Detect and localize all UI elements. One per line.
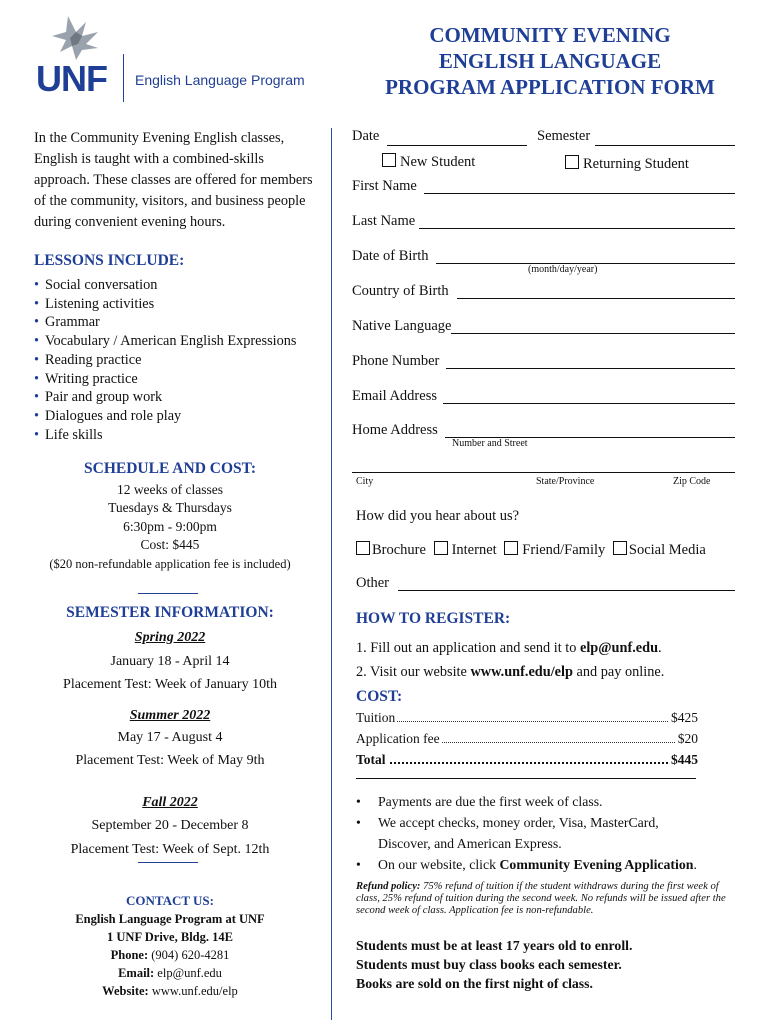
summer-test: Placement Test: Week of May 9th [75,753,265,768]
email-label: Email: [118,966,155,980]
city-label: City [356,476,374,487]
community-evening-application-link[interactable]: Community Evening Application [499,857,694,872]
schedule-heading: SCHEDULE AND COST: [84,460,256,477]
list-item: • Social conversation [34,276,297,295]
contact-phone [30,946,310,964]
list-item: • Vocabulary / American English Expressions [34,332,297,351]
intro-paragraph: In the Community Evening English classes, English is taught with a combined-skills approach. These classes are offered for members of the community, visitors, and business people during convenient evening hours. [34,130,313,230]
address-hint: Number and Street [452,438,528,449]
column-divider [331,128,332,1020]
spring-test: Placement Test: Week of January 10th [63,677,277,692]
register-heading: HOW TO REGISTER: [356,610,511,627]
friend-family-option[interactable] [504,542,605,558]
social-media-option[interactable] [613,542,706,558]
payment-note-2b: Discover, and American Express. [378,836,562,851]
logo-acronym: UNF [36,58,107,99]
returning-student-label: Returning Student [583,156,689,172]
dob-label: Date of Birth [352,248,429,264]
internet-checkbox[interactable] [434,541,448,555]
fall-name: Fall 2022 [142,795,198,810]
schedule-cost: Cost: $445 [140,537,200,552]
phone-number-label: Phone Number [352,353,440,369]
contact-heading: CONTACT US: [125,893,214,908]
divider [138,593,198,594]
divider [138,862,198,863]
payment-notes [356,791,736,875]
spring-name: Spring 2022 [134,630,206,645]
returning-student-option[interactable] [565,155,689,173]
contact-website [30,982,310,1000]
city-state-zip-field[interactable] [352,472,735,473]
note-books: Students must buy class books each semester. [356,957,622,972]
fee-value: $20 [677,731,698,746]
schedule-days: Tuesdays & Thursdays [108,500,232,515]
social-media-checkbox[interactable] [613,541,627,555]
phone-value: (904) 620-4281 [151,948,230,962]
register-step-1 [356,640,662,657]
schedule-weeks: 12 weeks of classes [116,481,224,497]
other-label: Other [356,575,390,591]
hear-about-question: How did you hear about us? [356,508,520,524]
website-label: Website: [102,984,149,998]
country-label: Country of Birth [352,283,449,299]
tuition-label: Tuition [356,710,396,725]
internet-label: Internet [451,542,497,558]
enrollment-notes [356,936,746,993]
other-field[interactable] [398,590,735,591]
title-line-1: COMMUNITY EVENING [429,23,671,47]
fall-dates: September 20 - December 8 [91,818,249,833]
website-link[interactable]: www.unf.edu/elp [151,984,238,998]
dob-hint: (month/day/year) [528,264,598,275]
title-line-3: PROGRAM APPLICATION FORM [385,75,715,99]
language-label: Native Language [352,318,452,334]
contact-email [30,964,310,982]
friend-family-label: Friend/Family [522,542,606,558]
cost-total-row [356,752,698,768]
brochure-checkbox[interactable] [356,541,370,555]
logo-program-name: English Language Program [135,72,305,88]
last-name-field[interactable] [419,228,735,229]
friend-family-checkbox[interactable] [504,541,518,555]
schedule-time: 6:30pm - 9:00pm [123,518,217,534]
cost-tuition-row [356,710,698,726]
step2-end: and pay online. [572,664,665,680]
brochure-label: Brochure [372,542,426,558]
step1-email-link[interactable]: elp@unf.edu [579,640,659,656]
total-label: Total [356,752,386,767]
list-item: • Grammar [34,313,297,332]
first-name-field[interactable] [424,193,735,194]
title-line-2: ENGLISH LANGUAGE [438,49,662,73]
payment-note-3-end: . [693,857,697,872]
list-item: • Life skills [34,426,297,445]
semester-label: Semester [537,128,591,144]
schedule-note: ($20 non-refundable application fee is included) [49,556,291,571]
semester-field[interactable] [595,145,735,146]
note-books-sold: Books are sold on the first night of class. [356,976,593,991]
step2-text: 2. Visit our website [356,664,471,680]
form-title [350,22,750,100]
date-field[interactable] [387,145,527,146]
payment-note-3: On our website, click [378,857,500,872]
brochure-option[interactable] [356,542,426,558]
phone-label: Phone: [110,948,149,962]
total-value: $445 [671,752,698,767]
logo-divider [123,54,124,102]
divider [356,778,696,779]
lessons-list [34,276,297,444]
contact-section [30,892,310,1000]
refund-label: Refund policy: [356,881,421,892]
tuition-value: $425 [671,710,698,725]
first-name-label: First Name [352,178,417,194]
summer-dates: May 17 - August 4 [117,730,223,745]
phone-number-field[interactable] [446,368,735,369]
source-options [356,541,706,559]
internet-option[interactable] [434,542,497,558]
payment-note-2a: We accept checks, money order, Visa, MasterCard, [378,815,659,830]
list-item: • Payments are due the first week of class. [356,794,603,809]
contact-org: English Language Program at UNF [75,912,265,926]
note-age: Students must be at least 17 years old to enroll. [356,938,633,953]
new-student-option[interactable] [382,153,475,171]
language-field[interactable] [451,333,735,334]
list-item: • We accept checks, money order, Visa, MasterCard, [356,815,659,830]
list-item: • On our website, click Community Evening Application. [356,857,697,872]
contact-address: 1 UNF Drive, Bldg. 14E [107,930,233,944]
new-student-label: New Student [400,154,476,170]
social-media-label: Social Media [628,542,706,558]
home-address-label: Home Address [352,422,438,438]
fee-label: Application fee [356,731,440,746]
summer-name: Summer 2022 [129,708,211,723]
fall-test: Placement Test: Week of Sept. 12th [70,842,270,857]
list-item: • Dialogues and role play [34,407,297,426]
register-step-2 [356,664,664,681]
refund-policy [356,881,736,917]
country-field[interactable] [457,298,735,299]
dot-leader [390,752,668,764]
cost-heading: COST: [356,688,403,705]
osprey-icon [46,14,106,64]
list-item [356,833,736,854]
cost-fee-row [356,731,698,747]
last-name-label: Last Name [352,213,416,229]
email-link[interactable]: elp@unf.edu [157,966,222,980]
semester-section [30,604,310,858]
list-item: • Reading practice [34,351,297,370]
zip-label: Zip Code [673,476,711,487]
dot-leader [442,731,675,743]
email-address-label: Email Address [352,388,437,404]
dot-leader [397,710,668,722]
payment-note-1: Payments are due the first week of class. [378,794,603,809]
step1-text: 1. Fill out an application and send it to [356,640,580,656]
new-student-checkbox[interactable] [382,153,396,167]
refund-text: 75% refund of tuition if the student withdraws during the first week of class, 25% refund of tuition during the second week. No refunds will be issued after the second week of class. Application fee is non-refundable. [356,881,726,916]
schedule-section [30,460,310,573]
lessons-heading: LESSONS INCLUDE: [34,252,185,269]
list-item: • Pair and group work [34,388,297,407]
list-item: • Writing practice [34,370,297,389]
unf-logo [36,14,306,109]
step1-end: . [658,640,662,656]
spring-dates: January 18 - April 14 [110,654,230,669]
email-address-field[interactable] [443,403,735,404]
semester-heading: SEMESTER INFORMATION: [66,604,274,621]
step2-website-link[interactable]: www.unf.edu/elp [470,664,573,680]
date-label: Date [352,128,380,144]
returning-student-checkbox[interactable] [565,155,579,169]
list-item: • Listening activities [34,295,297,314]
state-label: State/Province [536,476,595,487]
